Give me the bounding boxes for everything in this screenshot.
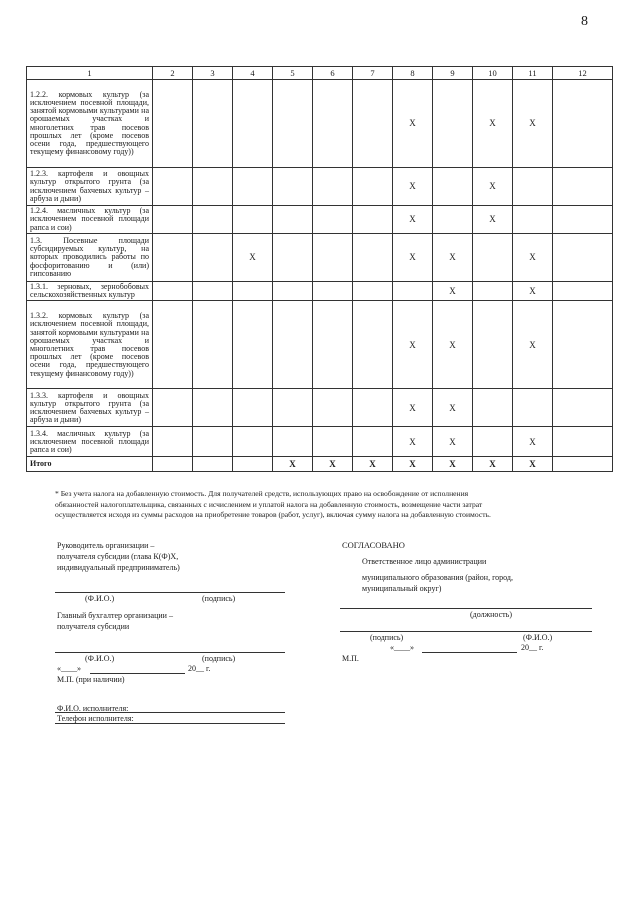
row-cell: [353, 427, 393, 457]
row-cell: [273, 282, 313, 301]
row-cell: [313, 301, 353, 389]
row-cell: [273, 80, 313, 168]
accountant-fio-caption: (Ф.И.О.): [85, 654, 115, 663]
row-cell: X: [393, 234, 433, 282]
row-cell: [233, 168, 273, 206]
row-label: 1.3.2. кормовых культур (за исключением посевной площади, занятой кормовыми культурами на орошаемых участках и многолетних трав посевов прошлых лет (кроме посевов осени года, предшествующего текущему финансовому году)): [27, 301, 153, 389]
row-label: 1.3.4. масличных культур (за исключением посевной площади рапса и сои): [27, 427, 153, 457]
row-cell: [193, 282, 233, 301]
table-row: [27, 234, 613, 282]
row-cell: [513, 168, 553, 206]
row-cell: [473, 282, 513, 301]
row-cell: [553, 282, 613, 301]
row-cell: [313, 206, 353, 234]
total-cell: X: [473, 457, 513, 472]
row-cell: X: [393, 427, 433, 457]
row-cell: [353, 168, 393, 206]
row-cell: X: [513, 234, 553, 282]
row-cell: [353, 80, 393, 168]
row-cell: [553, 389, 613, 427]
row-cell: X: [393, 389, 433, 427]
row-cell: X: [433, 234, 473, 282]
official-label-line3: муниципальный округ): [362, 584, 442, 593]
row-cell: X: [433, 427, 473, 457]
head-label-line3: индивидуальный предприниматель): [57, 563, 180, 572]
accountant-label-line2: получателя субсидии: [57, 622, 130, 631]
right-date-day: «____»: [390, 643, 414, 652]
row-cell: [433, 206, 473, 234]
row-cell: [473, 389, 513, 427]
row-label: 1.3.1. зерновых, зернобобовых сельскохозяйственных культур: [27, 282, 153, 301]
row-cell: X: [513, 282, 553, 301]
column-header: 11: [513, 67, 553, 80]
total-cell: X: [273, 457, 313, 472]
row-cell: [273, 206, 313, 234]
column-header: 12: [553, 67, 613, 80]
row-cell: X: [513, 80, 553, 168]
total-cell: [233, 457, 273, 472]
agreed-heading: СОГЛАСОВАНО: [342, 540, 405, 550]
total-cell: [153, 457, 193, 472]
row-cell: [313, 168, 353, 206]
total-cell: [193, 457, 233, 472]
total-cell: [553, 457, 613, 472]
table-row: [27, 427, 613, 457]
total-cell: X: [513, 457, 553, 472]
row-label: 1.2.3. картофеля и овощных культур открытого грунта (за исключением бахчевых культур – арбуза и дыни): [27, 168, 153, 206]
row-cell: [313, 282, 353, 301]
total-cell: X: [313, 457, 353, 472]
row-cell: [233, 301, 273, 389]
row-cell: X: [473, 80, 513, 168]
column-header: 5: [273, 67, 313, 80]
row-cell: [393, 282, 433, 301]
row-cell: [233, 206, 273, 234]
column-header: 9: [433, 67, 473, 80]
row-cell: X: [433, 282, 473, 301]
right-date-month-line: [422, 652, 517, 653]
row-cell: [353, 234, 393, 282]
row-cell: [153, 80, 193, 168]
row-label: 1.2.4. масличных культур (за исключением посевной площади рапса и сои): [27, 206, 153, 234]
subsidy-table: [26, 66, 613, 472]
total-cell: X: [393, 457, 433, 472]
executor-phone-label: Телефон исполнителя:: [57, 714, 134, 723]
accountant-signature-caption: (подпись): [202, 654, 236, 663]
right-stamp-label: М.П.: [342, 654, 359, 663]
column-header: 7: [353, 67, 393, 80]
row-cell: [553, 234, 613, 282]
row-cell: [553, 80, 613, 168]
executor-phone-line: [55, 723, 285, 724]
footnote: * Без учета налога на добавленную стоимость. Для получателей средств, использующих право на освобождение от исполнения обязанностей налогоплательщика, связанных с исчислением и уплатой налога на добавленную стоимость, возмещение части затрат осуществляется исходя из суммы расходов на приобретение товаров (работ, услуг), включая сумму налога на добавленную стоимость.: [55, 489, 491, 520]
row-cell: [193, 427, 233, 457]
row-label: 1.2.2. кормовых культур (за исключением посевной площади, занятой кормовыми культурами на орошаемых участках и многолетних трав посевов прошлых лет (кроме посевов осени года, предшествующего текущему финансовому году)): [27, 80, 153, 168]
row-cell: X: [473, 206, 513, 234]
head-label-line1: Руководитель организации –: [57, 541, 155, 550]
row-cell: X: [473, 168, 513, 206]
page-number: 8: [581, 14, 588, 29]
row-cell: [273, 389, 313, 427]
row-cell: [353, 282, 393, 301]
row-cell: [513, 389, 553, 427]
executor-fio-label: Ф.И.О. исполнителя:: [57, 704, 129, 713]
row-cell: [233, 427, 273, 457]
table-row: [27, 80, 613, 168]
row-cell: [273, 168, 313, 206]
accountant-label-line1: Главный бухгалтер организации –: [57, 611, 173, 620]
table-row: [27, 168, 613, 206]
table-header-row: [27, 67, 613, 80]
row-cell: [233, 80, 273, 168]
row-cell: [473, 234, 513, 282]
row-cell: X: [433, 301, 473, 389]
position-caption: (должность): [470, 610, 512, 619]
row-cell: [153, 427, 193, 457]
row-cell: [553, 301, 613, 389]
row-cell: [313, 234, 353, 282]
left-date-year: 20__ г.: [188, 664, 211, 673]
row-cell: [153, 282, 193, 301]
official-fio-caption: (Ф.И.О.): [523, 633, 553, 642]
row-cell: [353, 301, 393, 389]
head-label-line2: получателя субсидии (глава К(Ф)Х,: [57, 552, 179, 561]
row-cell: X: [233, 234, 273, 282]
total-label: Итого: [27, 457, 153, 472]
row-cell: [193, 389, 233, 427]
row-cell: [193, 301, 233, 389]
official-signature-caption: (подпись): [370, 633, 404, 642]
row-cell: [153, 389, 193, 427]
row-cell: [513, 206, 553, 234]
column-header: 8: [393, 67, 433, 80]
row-cell: [153, 301, 193, 389]
table-row: [27, 301, 613, 389]
column-header: 1: [27, 67, 153, 80]
row-cell: [193, 206, 233, 234]
row-cell: [193, 168, 233, 206]
row-cell: [473, 427, 513, 457]
row-cell: [273, 301, 313, 389]
row-cell: [433, 168, 473, 206]
position-line: [340, 608, 592, 609]
right-date-year: 20__ г.: [521, 643, 544, 652]
row-cell: [473, 301, 513, 389]
row-cell: X: [393, 168, 433, 206]
row-cell: [233, 389, 273, 427]
left-date-day: «____»: [57, 664, 81, 673]
row-cell: [193, 234, 233, 282]
official-label-line1: Ответственное лицо администрации: [362, 557, 487, 566]
row-cell: [313, 389, 353, 427]
row-cell: X: [433, 389, 473, 427]
table-row: [27, 206, 613, 234]
column-header: 4: [233, 67, 273, 80]
row-cell: [553, 427, 613, 457]
row-cell: [153, 234, 193, 282]
row-cell: [153, 206, 193, 234]
head-fio-caption: (Ф.И.О.): [85, 594, 115, 603]
row-cell: [353, 206, 393, 234]
row-label: 1.3. Посевные площади субсидируемых культур, на которых проводились работы по фосфоритованию и (или) гипсованию: [27, 234, 153, 282]
head-signature-caption: (подпись): [202, 594, 236, 603]
total-cell: X: [353, 457, 393, 472]
row-cell: [193, 80, 233, 168]
row-cell: [273, 234, 313, 282]
row-cell: X: [513, 301, 553, 389]
official-label-line2: муниципального образования (район, город,: [362, 573, 513, 582]
row-cell: X: [393, 206, 433, 234]
column-header: 2: [153, 67, 193, 80]
total-row: [27, 457, 613, 472]
column-header: 3: [193, 67, 233, 80]
row-cell: X: [393, 80, 433, 168]
column-header: 6: [313, 67, 353, 80]
row-cell: [313, 80, 353, 168]
row-cell: [233, 282, 273, 301]
row-cell: X: [513, 427, 553, 457]
row-cell: [353, 389, 393, 427]
row-label: 1.3.3. картофеля и овощных культур открытого грунта (за исключением бахчевых культур – арбуза и дыни): [27, 389, 153, 427]
row-cell: [313, 427, 353, 457]
row-cell: [153, 168, 193, 206]
row-cell: [433, 80, 473, 168]
row-cell: [273, 427, 313, 457]
left-stamp-label: М.П. (при наличии): [57, 675, 125, 684]
column-header: 10: [473, 67, 513, 80]
table-row: [27, 389, 613, 427]
table-row: [27, 282, 613, 301]
row-cell: [553, 168, 613, 206]
total-cell: X: [433, 457, 473, 472]
row-cell: [553, 206, 613, 234]
row-cell: X: [393, 301, 433, 389]
